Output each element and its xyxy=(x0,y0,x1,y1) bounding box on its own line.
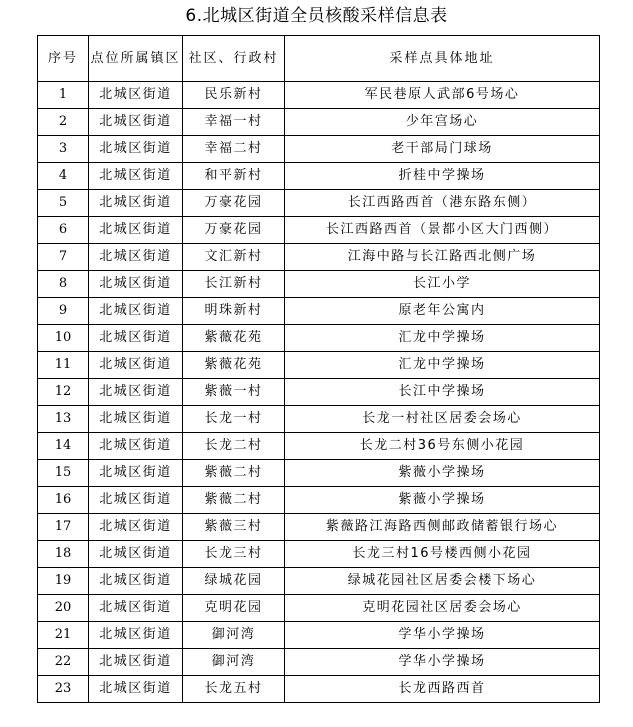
table-row xyxy=(38,82,600,109)
cell-address: 紫薇小学操场 xyxy=(285,487,600,514)
cell-district: 北城区街道 xyxy=(89,82,183,109)
cell-address: 少年宫场心 xyxy=(285,109,600,136)
cell-index: 22 xyxy=(38,649,89,676)
table-row xyxy=(38,244,600,271)
table-row xyxy=(38,271,600,298)
cell-address: 汇龙中学操场 xyxy=(285,325,600,352)
cell-index: 15 xyxy=(38,460,89,487)
cell-address: 折桂中学操场 xyxy=(285,163,600,190)
cell-district: 北城区街道 xyxy=(89,136,183,163)
cell-district: 北城区街道 xyxy=(89,514,183,541)
table-row xyxy=(38,325,600,352)
cell-address: 紫薇路江海路西侧邮政储蓄银行场心 xyxy=(285,514,600,541)
cell-district: 北城区街道 xyxy=(89,163,183,190)
cell-address: 长江西路西首（港东路东侧） xyxy=(285,190,600,217)
cell-community: 万豪花园 xyxy=(183,190,285,217)
header-community: 社区、行政村 xyxy=(183,36,285,82)
cell-index: 18 xyxy=(38,541,89,568)
cell-district: 北城区街道 xyxy=(89,568,183,595)
cell-address: 原老年公寓内 xyxy=(285,298,600,325)
cell-community: 绿城花园 xyxy=(183,568,285,595)
table-row xyxy=(38,136,600,163)
header-district: 点位所属镇区 xyxy=(89,36,183,82)
cell-district: 北城区街道 xyxy=(89,406,183,433)
cell-district: 北城区街道 xyxy=(89,676,183,703)
cell-index: 16 xyxy=(38,487,89,514)
cell-community: 紫薇二村 xyxy=(183,487,285,514)
cell-index: 17 xyxy=(38,514,89,541)
cell-district: 北城区街道 xyxy=(89,244,183,271)
cell-district: 北城区街道 xyxy=(89,271,183,298)
cell-address: 军民巷原人武部6号场心 xyxy=(285,82,600,109)
cell-district: 北城区街道 xyxy=(89,298,183,325)
cell-index: 4 xyxy=(38,163,89,190)
table-row xyxy=(38,406,600,433)
cell-community: 民乐新村 xyxy=(183,82,285,109)
table-row xyxy=(38,109,600,136)
cell-community: 和平新村 xyxy=(183,163,285,190)
cell-address: 绿城花园社区居委会楼下场心 xyxy=(285,568,600,595)
cell-address: 江海中路与长江路西北侧广场 xyxy=(285,244,600,271)
cell-district: 北城区街道 xyxy=(89,487,183,514)
table-row xyxy=(38,379,600,406)
cell-index: 13 xyxy=(38,406,89,433)
table-row xyxy=(38,298,600,325)
cell-index: 1 xyxy=(38,82,89,109)
cell-address: 长江小学 xyxy=(285,271,600,298)
cell-address: 长龙二村36号东侧小花园 xyxy=(285,433,600,460)
cell-community: 明珠新村 xyxy=(183,298,285,325)
cell-index: 20 xyxy=(38,595,89,622)
page-title: 6.北城区街道全员核酸采样信息表 xyxy=(185,6,448,26)
cell-district: 北城区街道 xyxy=(89,352,183,379)
cell-community: 御河湾 xyxy=(183,649,285,676)
cell-district: 北城区街道 xyxy=(89,217,183,244)
table-row xyxy=(38,676,600,703)
cell-community: 幸福二村 xyxy=(183,136,285,163)
cell-community: 长龙二村 xyxy=(183,433,285,460)
cell-index: 10 xyxy=(38,325,89,352)
table-body xyxy=(38,82,600,703)
cell-community: 紫薇一村 xyxy=(183,379,285,406)
cell-address: 学华小学操场 xyxy=(285,622,600,649)
cell-address: 汇龙中学操场 xyxy=(285,352,600,379)
cell-address: 长江西路西首（景都小区大门西侧） xyxy=(285,217,600,244)
sampling-sites-table xyxy=(37,35,600,703)
cell-index: 8 xyxy=(38,271,89,298)
table-row xyxy=(38,541,600,568)
cell-index: 7 xyxy=(38,244,89,271)
cell-community: 紫薇三村 xyxy=(183,514,285,541)
table-row xyxy=(38,595,600,622)
cell-community: 幸福一村 xyxy=(183,109,285,136)
cell-district: 北城区街道 xyxy=(89,541,183,568)
header-index: 序号 xyxy=(38,36,89,82)
table-row xyxy=(38,622,600,649)
cell-community: 万豪花园 xyxy=(183,217,285,244)
cell-community: 御河湾 xyxy=(183,622,285,649)
table-row xyxy=(38,568,600,595)
table-row xyxy=(38,433,600,460)
cell-address: 克明花园社区居委会场心 xyxy=(285,595,600,622)
cell-index: 6 xyxy=(38,217,89,244)
cell-community: 长龙三村 xyxy=(183,541,285,568)
table-row xyxy=(38,163,600,190)
cell-district: 北城区街道 xyxy=(89,622,183,649)
cell-index: 21 xyxy=(38,622,89,649)
cell-index: 2 xyxy=(38,109,89,136)
cell-community: 长龙五村 xyxy=(183,676,285,703)
cell-community: 紫薇花苑 xyxy=(183,352,285,379)
cell-index: 14 xyxy=(38,433,89,460)
cell-district: 北城区街道 xyxy=(89,595,183,622)
table-row xyxy=(38,460,600,487)
cell-district: 北城区街道 xyxy=(89,190,183,217)
table-row xyxy=(38,352,600,379)
cell-address: 长龙三村16号楼西侧小花园 xyxy=(285,541,600,568)
cell-community: 紫薇二村 xyxy=(183,460,285,487)
table-row xyxy=(38,217,600,244)
cell-community: 文汇新村 xyxy=(183,244,285,271)
cell-district: 北城区街道 xyxy=(89,379,183,406)
cell-community: 长龙一村 xyxy=(183,406,285,433)
cell-index: 9 xyxy=(38,298,89,325)
cell-community: 紫薇花苑 xyxy=(183,325,285,352)
cell-district: 北城区街道 xyxy=(89,325,183,352)
cell-index: 5 xyxy=(38,190,89,217)
cell-address: 老干部局门球场 xyxy=(285,136,600,163)
cell-address: 学华小学操场 xyxy=(285,649,600,676)
table-row xyxy=(38,514,600,541)
table-header-row xyxy=(38,36,600,82)
cell-index: 19 xyxy=(38,568,89,595)
cell-address: 长龙西路西首 xyxy=(285,676,600,703)
cell-community: 长江新村 xyxy=(183,271,285,298)
cell-district: 北城区街道 xyxy=(89,649,183,676)
table-row xyxy=(38,487,600,514)
cell-index: 23 xyxy=(38,676,89,703)
cell-index: 3 xyxy=(38,136,89,163)
cell-district: 北城区街道 xyxy=(89,433,183,460)
header-address: 采样点具体地址 xyxy=(285,36,600,82)
cell-address: 紫薇小学操场 xyxy=(285,460,600,487)
cell-district: 北城区街道 xyxy=(89,109,183,136)
cell-community: 克明花园 xyxy=(183,595,285,622)
cell-address: 长江中学操场 xyxy=(285,379,600,406)
table-row xyxy=(38,649,600,676)
table-row xyxy=(38,190,600,217)
cell-index: 12 xyxy=(38,379,89,406)
cell-index: 11 xyxy=(38,352,89,379)
cell-address: 长龙一村社区居委会场心 xyxy=(285,406,600,433)
cell-district: 北城区街道 xyxy=(89,460,183,487)
